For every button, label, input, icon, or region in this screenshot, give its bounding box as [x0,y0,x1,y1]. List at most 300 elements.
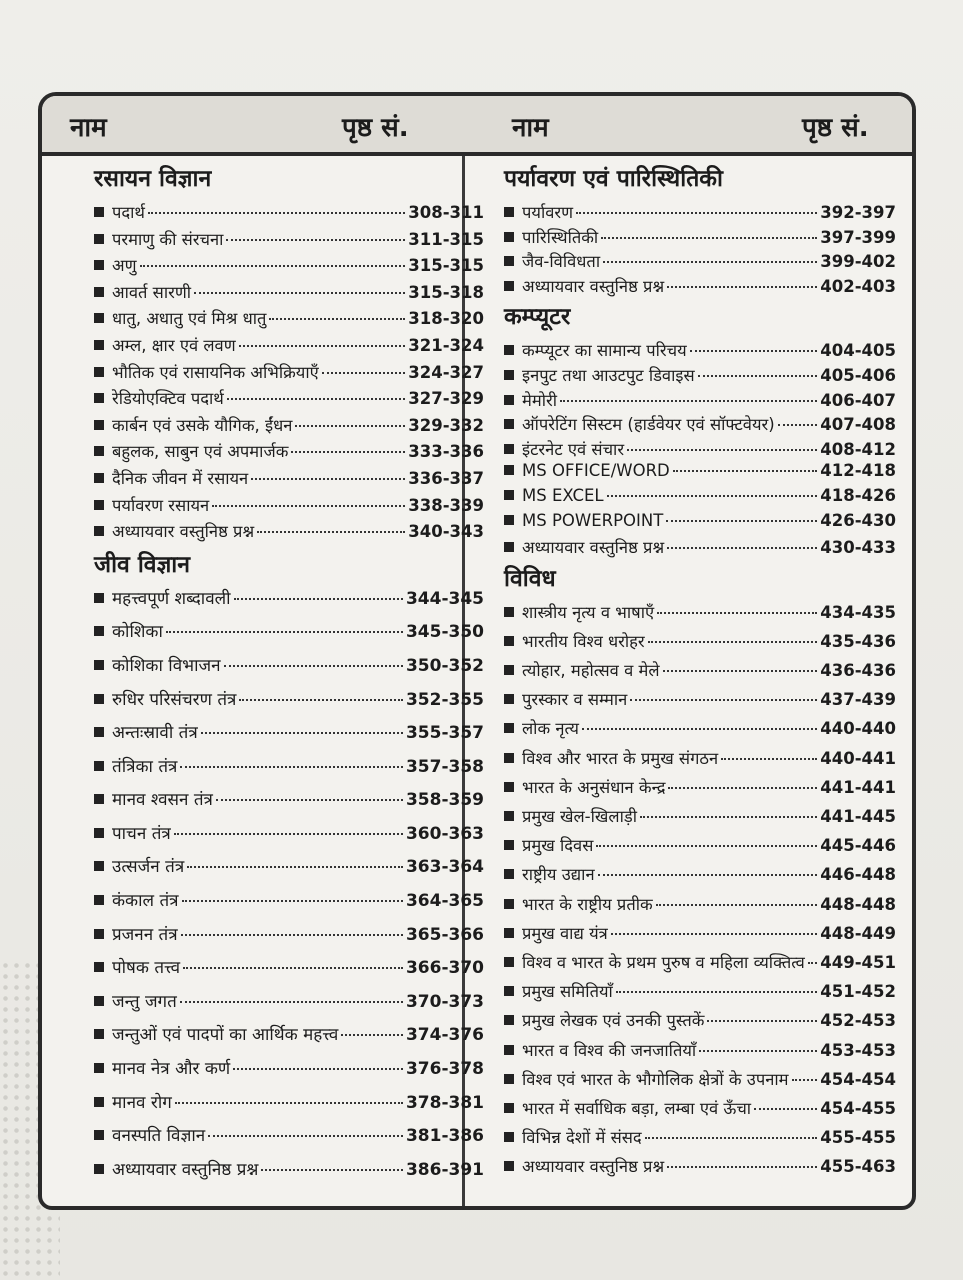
entry-page-range: 318-320 [408,309,484,329]
square-bullet-icon [504,207,514,217]
toc-entry [504,511,896,536]
entry-page-range: 440-441 [820,748,896,768]
entry-label: प्रमुख लेखक एवं उनकी पुस्तकें [522,1011,705,1031]
right-column [504,160,896,1183]
square-bullet-icon [504,1074,514,1084]
toc-entry [504,363,896,388]
entry-page-range: 352-355 [405,689,484,710]
entry-page-range: 399-402 [820,252,896,272]
square-bullet-icon [94,1130,104,1140]
square-bullet-icon [504,515,514,525]
dot-leader [201,732,403,734]
header-name-left: नाम [70,113,107,143]
entry-page-range: 308-311 [408,203,484,222]
entry-page-range: 440-440 [820,719,896,739]
contents-table [38,92,916,1210]
entry-label: पर्यावरण रसायन [112,495,210,515]
entry-page-range: 364-365 [405,891,484,912]
toc-entry [94,687,484,721]
dot-leader [140,265,406,267]
toc-entry [504,862,896,891]
entry-page-range: 404-405 [820,341,896,361]
section-title: पर्यावरण एवं पारिस्थितिकी [504,166,723,192]
entry-label: आवर्त सारणी [112,282,192,302]
square-bullet-icon [94,420,104,430]
dot-leader [180,1001,403,1003]
toc-entry [94,1090,484,1124]
entry-label: शास्त्रीय नृत्य व भाषाएँ [522,602,655,622]
dot-leader [576,212,817,214]
entry-page-range: 441-445 [820,807,896,827]
dot-leader [601,237,817,239]
entry-label: लोक नृत्य [522,719,579,739]
toc-entry [504,600,896,629]
toc-entry [504,950,896,979]
entry-page-range: 454-455 [820,1098,896,1118]
dot-leader [667,286,817,288]
entry-label: कम्प्यूटर का सामान्य परिचय [522,341,687,361]
entry-label: पोषक तत्त्व [112,958,181,979]
entry-page-range: 445-446 [820,836,896,856]
square-bullet-icon [94,340,104,350]
dot-leader [226,239,405,241]
toc-entry [94,1056,484,1090]
entry-page-range: 365-366 [405,924,484,945]
square-bullet-icon [504,1045,514,1055]
entry-label: अणु [112,256,137,276]
entry-label: राष्ट्रीय उद्यान [522,865,595,885]
toc-entry [94,821,484,855]
entry-page-range: 402-403 [820,276,896,296]
entry-page-range: 405-406 [820,365,896,385]
toc-entry [504,892,896,921]
entry-page-range: 407-408 [820,415,896,435]
toc-entry [94,466,484,493]
entry-page-range: 454-454 [820,1069,896,1089]
square-bullet-icon [94,526,104,536]
toc-entry [504,486,896,511]
entry-label: MS EXCEL [522,485,604,505]
left-column [94,160,484,1190]
dot-leader [182,900,403,902]
entry-label: मेमोरी [522,390,558,410]
dot-leader [698,375,818,377]
dot-leader [187,866,403,868]
square-bullet-icon [94,593,104,603]
square-bullet-icon [504,899,514,909]
toc-section [94,164,484,546]
toc-entry [94,493,484,520]
square-bullet-icon [94,313,104,323]
toc-entry [504,804,896,833]
square-bullet-icon [504,419,514,429]
entry-page-range: 360-363 [405,823,484,844]
square-bullet-icon [504,1103,514,1113]
dot-leader [667,547,817,549]
entry-page-range: 397-399 [820,227,896,247]
entry-label: अध्यायवार वस्तुनिष्ठ प्रश्न [522,276,665,296]
toc-entry [504,1125,896,1154]
header-name-right: नाम [512,113,549,143]
entry-page-range: 386-391 [405,1159,484,1180]
square-bullet-icon [504,694,514,704]
entry-label: परमाणु की संरचना [112,229,224,249]
toc-entry [504,716,896,745]
dot-leader [216,799,403,801]
header-page-left: पृष्ठ सं. [342,113,409,143]
toc-entry [504,658,896,687]
entry-label: कंकाल तंत्र [112,891,179,912]
square-bullet-icon [94,1063,104,1073]
entry-page-range: 426-430 [820,510,896,530]
square-bullet-icon [94,207,104,217]
toc-entry [94,280,484,307]
dot-leader [166,631,403,633]
toc-entry [94,360,484,387]
entry-label: उत्सर्जन तंत्र [112,857,185,878]
toc-entry [504,412,896,437]
toc-section [94,550,484,1191]
toc-entry [504,1096,896,1125]
entry-page-range: 350-352 [405,655,484,676]
dot-leader [808,962,817,964]
square-bullet-icon [504,542,514,552]
dot-leader [295,425,405,427]
header-page-right: पृष्ठ सं. [802,113,869,143]
square-bullet-icon [94,962,104,972]
toc-entry [94,1022,484,1056]
entry-page-range: 378-381 [405,1092,484,1113]
square-bullet-icon [504,753,514,763]
toc-entry [94,306,484,333]
square-bullet-icon [504,345,514,355]
square-bullet-icon [504,395,514,405]
square-bullet-icon [504,281,514,291]
square-bullet-icon [504,723,514,733]
entry-label: विश्व व भारत के प्रथम पुरुष व महिला व्यक्तित्व [522,952,805,972]
entry-label: मानव रोग [112,1092,172,1113]
entry-label: अध्यायवार वस्तुनिष्ठ प्रश्न [112,522,255,542]
square-bullet-icon [504,1015,514,1025]
section-title: विविध [504,565,556,592]
entry-page-range: 324-327 [408,362,484,382]
toc-entry [94,619,484,653]
dot-leader [175,1102,403,1104]
section-title: जीव विज्ञान [94,551,191,578]
entry-page-range: 329-332 [408,415,484,435]
dot-leader [721,758,817,760]
entry-label: वनस्पति विज्ञान [112,1126,206,1147]
section-title: रसायन विज्ञान [94,166,212,192]
section-title: कम्प्यूटर [504,304,571,331]
square-bullet-icon [504,782,514,792]
entry-label: भारत व विश्व की जनजातियाँ [522,1040,697,1060]
dot-leader [792,1079,818,1081]
entry-label: ऑपरेटिंग सिस्टम (हार्डवेयर एवं सॉफ्टवेयर) [522,415,775,435]
square-bullet-icon [504,986,514,996]
square-bullet-icon [94,929,104,939]
toc-entry [504,1154,896,1183]
toc-section [504,302,896,559]
toc-section [504,164,896,298]
toc-entry [94,333,484,360]
toc-entry [94,888,484,922]
entry-page-range: 374-376 [405,1025,484,1046]
dot-leader [666,520,817,522]
entry-page-range: 315-315 [408,256,484,276]
toc-entry [504,1008,896,1037]
entry-page-range: 408-412 [820,439,896,459]
entry-page-range: 344-345 [405,588,484,609]
toc-entry [504,249,896,274]
entry-page-range: 430-433 [820,538,896,558]
square-bullet-icon [504,928,514,938]
toc-entry [94,200,484,227]
entry-label: महत्त्वपूर्ण शब्दावली [112,588,231,609]
entry-page-range: 448-449 [820,923,896,943]
toc-entry [504,1038,896,1067]
entry-label: विश्व एवं भारत के भौगोलिक क्षेत्रों के उपनाम [522,1069,789,1089]
entry-label: कार्बन एवं उसके यौगिक, ईंधन [112,415,293,435]
entry-label: प्रमुख समितियाँ [522,982,613,1002]
square-bullet-icon [504,1132,514,1142]
square-bullet-icon [94,626,104,636]
dot-leader [208,1135,403,1137]
toc-entry [94,955,484,989]
square-bullet-icon [94,500,104,510]
entry-label: रेडियोएक्टिव पदार्थ [112,389,224,409]
square-bullet-icon [94,861,104,871]
dot-leader [668,787,817,789]
square-bullet-icon [504,490,514,500]
dot-leader [673,470,817,472]
toc-entry [504,746,896,775]
entry-page-range: 449-451 [820,952,896,972]
square-bullet-icon [504,1161,514,1171]
dot-leader [224,665,403,667]
entry-label: कोशिका [112,622,163,643]
toc-entry [94,653,484,687]
dot-leader [596,845,817,847]
entry-label: MS POWERPOINT [522,510,664,530]
entry-label: भारत में सर्वाधिक बड़ा, लम्बा एवं ऊँचा [522,1098,752,1118]
entry-label: विश्व और भारत के प्रमुख संगठन [522,748,719,768]
toc-entry [94,519,484,546]
dot-leader [656,904,818,906]
dot-leader [560,400,817,402]
entry-label: प्रमुख दिवस [522,836,594,856]
entry-label: भौतिक एवं रासायनिक अभिक्रियाएँ [112,362,319,382]
dot-leader [269,318,405,320]
square-bullet-icon [94,895,104,905]
entry-page-range: 358-359 [405,790,484,811]
toc-entry [504,1067,896,1096]
entry-label: मानव नेत्र और कर्ण [112,1059,231,1080]
dot-leader [227,398,405,400]
entry-label: अध्यायवार वस्तुनिष्ठ प्रश्न [112,1159,259,1180]
entry-page-range: 436-436 [820,661,896,681]
square-bullet-icon [504,444,514,454]
toc-entry [504,200,896,225]
entry-label: जन्तु जगत [112,991,177,1012]
entry-page-range: 392-397 [820,203,896,222]
dot-leader [754,1108,817,1110]
entry-page-range: 340-343 [408,522,484,542]
dot-leader [645,1137,818,1139]
toc-entry [504,461,896,486]
square-bullet-icon [94,1097,104,1107]
toc-entry [94,586,484,620]
dot-leader [174,833,403,835]
toc-entry [94,386,484,413]
square-bullet-icon [504,370,514,380]
square-bullet-icon [504,840,514,850]
dot-leader [212,505,405,507]
square-bullet-icon [94,473,104,483]
entry-page-range: 381-386 [405,1126,484,1147]
entry-label: कोशिका विभाजन [112,655,221,676]
dot-leader [251,478,405,480]
dot-leader [291,451,405,453]
entry-page-range: 435-436 [820,631,896,651]
dot-leader [603,261,817,263]
square-bullet-icon [94,367,104,377]
entry-page-range: 370-373 [405,991,484,1012]
entry-page-range: 455-455 [820,1128,896,1148]
square-bullet-icon [504,256,514,266]
square-bullet-icon [94,287,104,297]
toc-entry [504,338,896,363]
entry-label: अध्यायवार वस्तुनिष्ठ प्रश्न [522,1157,665,1177]
dot-leader [194,292,405,294]
toc-entry [504,274,896,299]
dot-leader [341,1034,403,1036]
dot-leader [616,991,817,993]
toc-entry [94,1157,484,1191]
dot-leader [233,1068,403,1070]
entry-page-range: 412-418 [820,461,896,481]
entry-label: बहुलक, साबुन एवं अपमार्जक [112,442,289,462]
toc-entry [504,833,896,862]
entry-label: इनपुट तथा आउटपुट डिवाइस [522,365,695,385]
dot-leader [778,424,818,426]
entry-label: पर्यावरण [522,203,574,222]
dot-leader [261,1169,403,1171]
toc-entry [94,253,484,280]
dot-leader [257,531,405,533]
entry-page-range: 327-329 [408,389,484,409]
entry-page-range: 311-315 [408,229,484,249]
entry-page-range: 333-336 [408,442,484,462]
entry-label: दैनिक जीवन में रसायन [112,468,249,488]
entry-label: भारत के राष्ट्रीय प्रतीक [522,894,653,914]
toc-entry [504,388,896,413]
square-bullet-icon [504,465,514,475]
dot-leader [239,345,406,347]
entry-label: पारिस्थितिकी [522,227,599,247]
entry-page-range: 448-448 [820,894,896,914]
toc-entry [94,787,484,821]
entry-label: जैव-विविधता [522,252,601,272]
entry-page-range: 406-407 [820,390,896,410]
dot-leader [699,1050,817,1052]
entry-label: इंटरनेट एवं संचार [522,439,625,459]
entry-page-range: 321-324 [408,335,484,355]
entry-label: तंत्रिका तंत्र [112,756,178,777]
dot-leader [648,641,818,643]
entry-page-range: 338-339 [408,495,484,515]
square-bullet-icon [94,393,104,403]
entry-label: अम्ल, क्षार एवं लवण [112,335,236,355]
toc-section [504,564,896,1184]
dot-leader [234,598,403,600]
entry-page-range: 434-435 [820,602,896,622]
dot-leader [607,495,818,497]
dot-leader [663,670,818,672]
square-bullet-icon [504,665,514,675]
square-bullet-icon [94,828,104,838]
square-bullet-icon [504,869,514,879]
toc-entry [94,413,484,440]
entry-page-range: 336-337 [408,468,484,488]
square-bullet-icon [504,957,514,967]
entry-page-range: 418-426 [820,485,896,505]
dot-leader [598,874,818,876]
dot-leader [180,766,403,768]
square-bullet-icon [94,996,104,1006]
square-bullet-icon [504,811,514,821]
square-bullet-icon [504,636,514,646]
entry-label: अन्तःस्रावी तंत्र [112,723,198,744]
dot-leader [640,816,817,818]
entry-label: रुधिर परिसंचरण तंत्र [112,689,237,710]
dot-leader [630,699,817,701]
entry-page-range: 441-441 [820,777,896,797]
toc-entry [504,437,896,462]
entry-label: पुरस्कार व सम्मान [522,690,628,710]
entry-page-range: 363-364 [405,857,484,878]
toc-entry [94,922,484,956]
toc-entry [504,629,896,658]
dot-leader [657,612,817,614]
entry-page-range: 345-350 [405,622,484,643]
toc-entry [94,439,484,466]
dot-leader [627,449,817,451]
square-bullet-icon [94,1029,104,1039]
square-bullet-icon [504,232,514,242]
entry-page-range: 437-439 [820,690,896,710]
entry-label: भारतीय विश्व धरोहर [522,631,645,651]
square-bullet-icon [94,694,104,704]
dot-leader [690,350,818,352]
table-header [42,96,912,156]
entry-page-range: 315-318 [408,282,484,302]
entry-page-range: 376-378 [405,1059,484,1080]
entry-page-range: 357-358 [405,756,484,777]
entry-page-range: 451-452 [820,982,896,1002]
square-bullet-icon [94,727,104,737]
entry-label: प्रमुख वाद्य यंत्र [522,923,608,943]
square-bullet-icon [94,260,104,270]
dot-leader [611,933,818,935]
entry-label: धातु, अधातु एवं मिश्र धातु [112,309,267,329]
entry-label: मानव श्वसन तंत्र [112,790,213,811]
dot-leader [148,212,405,214]
toc-entry [94,720,484,754]
entry-page-range: 452-453 [820,1011,896,1031]
entry-label: विभिन्न देशों में संसद [522,1128,642,1148]
entry-label: पदार्थ [112,203,145,222]
